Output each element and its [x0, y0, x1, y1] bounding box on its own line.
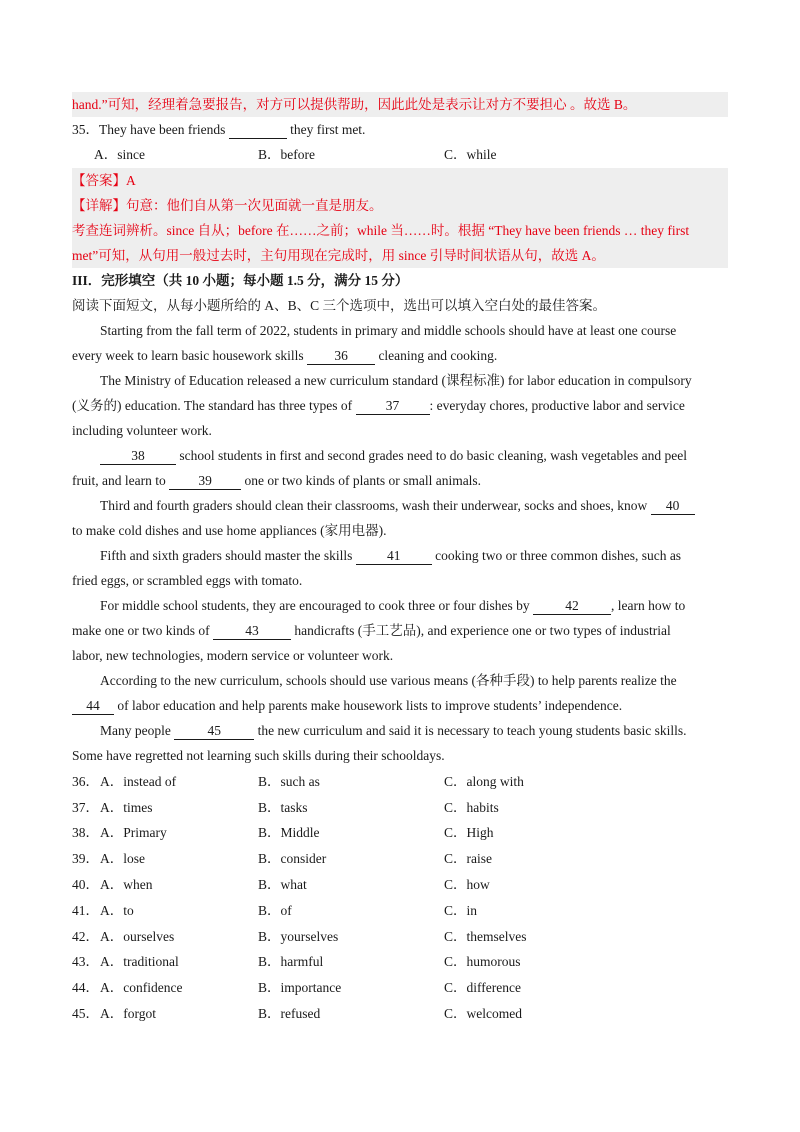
passage-p6-line3: labor, new technologies, modern service or volunteer work.: [72, 647, 394, 663]
option-b: B．consider: [258, 851, 327, 867]
option-a: A．traditional: [100, 954, 179, 970]
option-c: C．themselves: [444, 928, 527, 944]
question-row-39: [72, 846, 728, 872]
passage-p4-line1: [72, 493, 728, 518]
passage-p8-line1: [72, 718, 728, 743]
passage-p1-line2: [72, 343, 728, 368]
blank-36: 36: [307, 348, 375, 365]
passage-p2-line2: [72, 393, 728, 418]
option-b: B．yourselves: [258, 928, 339, 944]
option-c: C．habits: [444, 799, 499, 815]
section-instruction: 阅读下面短文，从每小题所给的 A、B、C 三个选项中，选出可以填入空白处的最佳答案。: [72, 297, 607, 313]
option-b: B．harmful: [258, 954, 324, 970]
option-b: B．tasks: [258, 799, 308, 815]
question-row-37: [72, 795, 728, 821]
option-c: C．High: [444, 825, 494, 841]
question-35-text-before: They have been friends: [99, 122, 229, 137]
passage-p5-line1: [72, 543, 728, 568]
option-c: C．raise: [444, 851, 492, 867]
text-segment: Third and fourth graders should clean their classrooms, wash their underwear, socks and shoes, know: [100, 497, 651, 513]
blank-39: 39: [169, 473, 241, 490]
text-segment: every week to learn basic housework skills: [72, 347, 308, 363]
option-b: B．of: [258, 902, 292, 918]
text-segment: : everyday chores, productive labor and service: [429, 397, 685, 413]
option-b: B．such as: [258, 773, 320, 789]
option-b: B．importance: [258, 980, 342, 996]
option-a: A．ourselves: [100, 928, 175, 944]
option-a: A．forgot: [100, 1005, 156, 1021]
q35-answer: 【答案】A: [72, 168, 728, 193]
passage-p7-line1: According to the new curriculum, schools should use various means (各种手段) to help parents realize the: [100, 672, 677, 688]
question-row-42: [72, 924, 728, 950]
option-c: C．in: [444, 902, 478, 918]
text-segment: the new curriculum and said it is necessary to teach young students basic skills.: [254, 722, 687, 738]
q35-analysis-line-2: met”可知，从句用一般过去时，主句用现在完成时，用 since 引导时间状语从句，故选 A。: [72, 243, 728, 268]
blank-44: 44: [72, 698, 114, 715]
passage-p3-line2: [72, 468, 728, 493]
question-number: 39．: [72, 851, 99, 867]
question-number: 43．: [72, 954, 99, 970]
question-35-options: [72, 142, 728, 168]
q35-detail: 【详解】句意：他们自从第一次见面就一直是朋友。: [72, 193, 728, 218]
passage-p8-line2: Some have regretted not learning such skills during their schooldays.: [72, 747, 445, 763]
passage-p6-line2: [72, 618, 728, 643]
blank-42: 42: [533, 598, 611, 615]
question-row-44: [72, 975, 728, 1001]
text-segment: make one or two kinds of: [72, 622, 213, 638]
passage-p5-line2: fried eggs, or scrambled eggs with tomato.: [72, 572, 303, 588]
option-b: B．what: [258, 876, 307, 892]
previous-explanation: hand.”可知，经理着急要报告，对方可以提供帮助，因此此处是表示让对方不要担心 。故选 B。: [72, 92, 728, 117]
q35-analysis-line-1: 考查连词辨析。since 自从；before 在……之前；while 当……时。根据 “They have been friends … they first: [72, 218, 728, 243]
text-segment: Many people: [100, 722, 175, 738]
blank-41: 41: [356, 548, 432, 565]
question-row-36: [72, 769, 728, 795]
option-c: C．how: [444, 876, 490, 892]
question-number: 36．: [72, 773, 99, 789]
question-row-38: [72, 820, 728, 846]
question-number: 45．: [72, 1005, 99, 1021]
blank-43: 43: [213, 623, 291, 640]
blank-40: 40: [651, 498, 695, 515]
option-c: C．along with: [444, 773, 524, 789]
exam-page: [72, 92, 728, 1027]
q35-option-a: A．since: [94, 147, 145, 162]
option-a: A．to: [100, 902, 134, 918]
passage-p6-line1: [72, 593, 728, 618]
passage-p7-line2: [72, 693, 728, 718]
option-b: B．Middle: [258, 825, 320, 841]
q35-option-c: C．while: [444, 147, 497, 162]
blank-38: 38: [100, 448, 176, 465]
text-segment: Fifth and sixth graders should master the skills: [100, 547, 356, 563]
text-segment: cooking two or three common dishes, such as: [431, 547, 682, 563]
question-35-blank: [229, 122, 287, 139]
option-c: C．difference: [444, 980, 521, 996]
passage-p2-line1: The Ministry of Education released a new curriculum standard (课程标准) for labor education in compulsory: [100, 372, 692, 388]
question-number: 42．: [72, 928, 99, 944]
question-35-number: 35．: [72, 122, 99, 137]
option-a: A．times: [100, 799, 153, 815]
option-a: A．when: [100, 876, 153, 892]
passage-p1-line1: Starting from the fall term of 2022, students in primary and middle schools should have at least one course: [100, 322, 677, 338]
option-b: B．refused: [258, 1005, 321, 1021]
question-number: 38．: [72, 825, 99, 841]
passage-p4-line2: to make cold dishes and use home appliances (家用电器).: [72, 522, 387, 538]
option-a: A．confidence: [100, 980, 183, 996]
question-35-text-after: they first met.: [286, 122, 366, 137]
question-number: 37．: [72, 799, 99, 815]
option-c: C．humorous: [444, 954, 521, 970]
option-a: A．Primary: [100, 825, 167, 841]
option-a: A．instead of: [100, 773, 177, 789]
text-segment: (义务的) education. The standard has three types of: [72, 397, 356, 413]
passage-p2-line3: including volunteer work.: [72, 422, 212, 438]
passage-p3-line1: [72, 443, 728, 468]
option-a: A．lose: [100, 851, 145, 867]
q35-option-b: B．before: [258, 147, 315, 162]
question-list: [72, 769, 728, 1027]
question-row-43: [72, 949, 728, 975]
question-row-41: [72, 898, 728, 924]
option-c: C．welcomed: [444, 1005, 522, 1021]
text-segment: For middle school students, they are encouraged to cook three or four dishes by: [100, 597, 534, 613]
text-segment: one or two kinds of plants or small animals.: [241, 472, 482, 488]
question-number: 41．: [72, 902, 99, 918]
text-segment: , learn how to: [611, 597, 686, 613]
text-segment: cleaning and cooking.: [375, 347, 498, 363]
blank-45: 45: [174, 723, 254, 740]
question-row-45: [72, 1001, 728, 1027]
question-row-40: [72, 872, 728, 898]
text-segment: of labor education and help parents make housework lists to improve students’ independence.: [114, 697, 623, 713]
text-segment: school students in first and second grades need to do basic cleaning, wash vegetables and peel: [176, 447, 687, 463]
text-segment: handicrafts (手工艺品), and experience one or two types of industrial: [290, 622, 671, 638]
text-segment: fruit, and learn to: [72, 472, 170, 488]
section-title: III．完形填空（共 10 小题；每小题 1.5 分，满分 15 分）: [72, 272, 409, 288]
question-35-stem: [72, 117, 728, 142]
blank-37: 37: [356, 398, 430, 415]
question-number: 40．: [72, 876, 99, 892]
question-number: 44．: [72, 980, 99, 996]
